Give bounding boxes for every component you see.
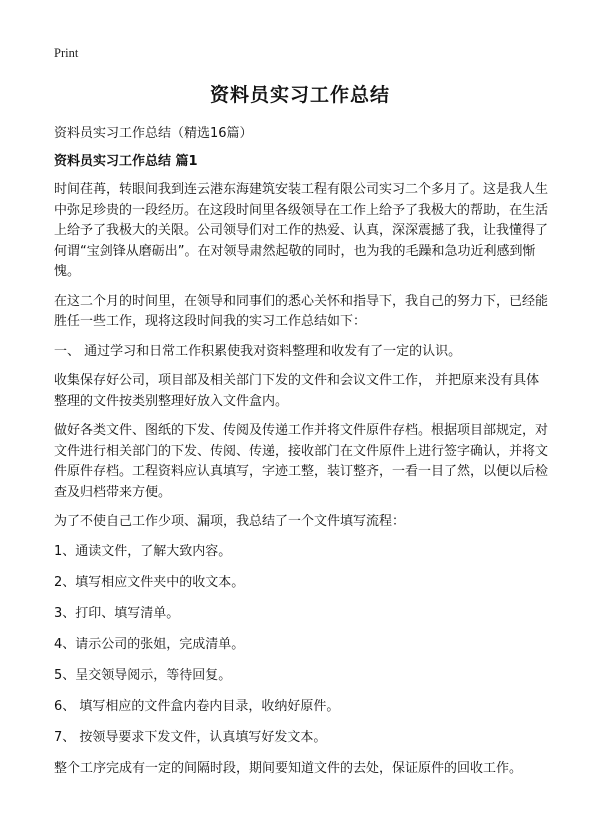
section-heading: 资料员实习工作总结 篇1 [54,154,198,169]
paragraph-summary-lead: 在这二个月的时间里，在领导和同事们的悉心关怀和指导下，我自己的努力下，已经能胜任一些工作，现将这段时间我的实习工作总结如下： [54,293,549,329]
paragraph-file-distribution: 做好各类文件、图纸的下发、传阅及传递工作并将文件原件存档。根据项目部规定，对文件进行相关部门的下发、传阅、传递，接收部门在文件原件上进行签字确认，并将文件原件存档。工程资料应认真填写，字迹工整，装订整齐，一看一目了然，以便以后检查及归档带来方便。 [54,423,549,500]
print-label[interactable]: Print [54,46,79,60]
process-step: 7、 按领导要求下发文件，认真填写好发文本。 [54,729,327,745]
process-step: 4、请示公司的张姐，完成清单。 [54,636,245,652]
paragraph-process-intro: 为了不使自己工作少项、漏项，我总结了一个文件填写流程： [54,514,406,529]
process-step: 1、通读文件，了解大致内容。 [54,543,232,559]
document-title: 资料员实习工作总结 [209,84,390,106]
process-step: 5、呈交领导阅示，等待回复。 [54,667,232,683]
document-subtitle: 资料员实习工作总结（精选16篇） [54,126,253,141]
paragraph-point-one: 一、 通过学习和日常工作积累使我对资料整理和收发有了一定的认识。 [54,343,462,359]
process-step: 6、 填写相应的文件盒内卷内目录，收纳好原件。 [54,698,340,714]
paragraph-file-collection: 收集保存好公司，项目部及相关部门下发的文件和会议文件工作， 并把原来没有具体整理的文件按类别整理好放入文件盒内。 [54,373,540,409]
document-body [54,180,548,788]
paragraph-intro: 时间荏苒，转眼间我到连云港东海建筑安装工程有限公司实习二个多月了。这是我人生中弥足珍贵的一段经历。在这段时间里各级领导在工作上给予了我极大的帮助，在生活上给予了我极大的关限。公司领导们对工作的热爱、认真，深深震撼了我，让我懂得了何谓“宝剑锋从磨砺出”。在对领导肃然起敬的同时，也为我的毛躁和急功近利感到惭愧。 [54,182,549,279]
process-step: 3、打印、填写清单。 [54,605,180,621]
paragraph-closing: 整个工序完成有一定的间隔时段，期间要知道文件的去处，保证原件的回收工作。 [54,760,523,776]
process-step: 2、填写相应文件夹中的收文本。 [54,574,245,590]
